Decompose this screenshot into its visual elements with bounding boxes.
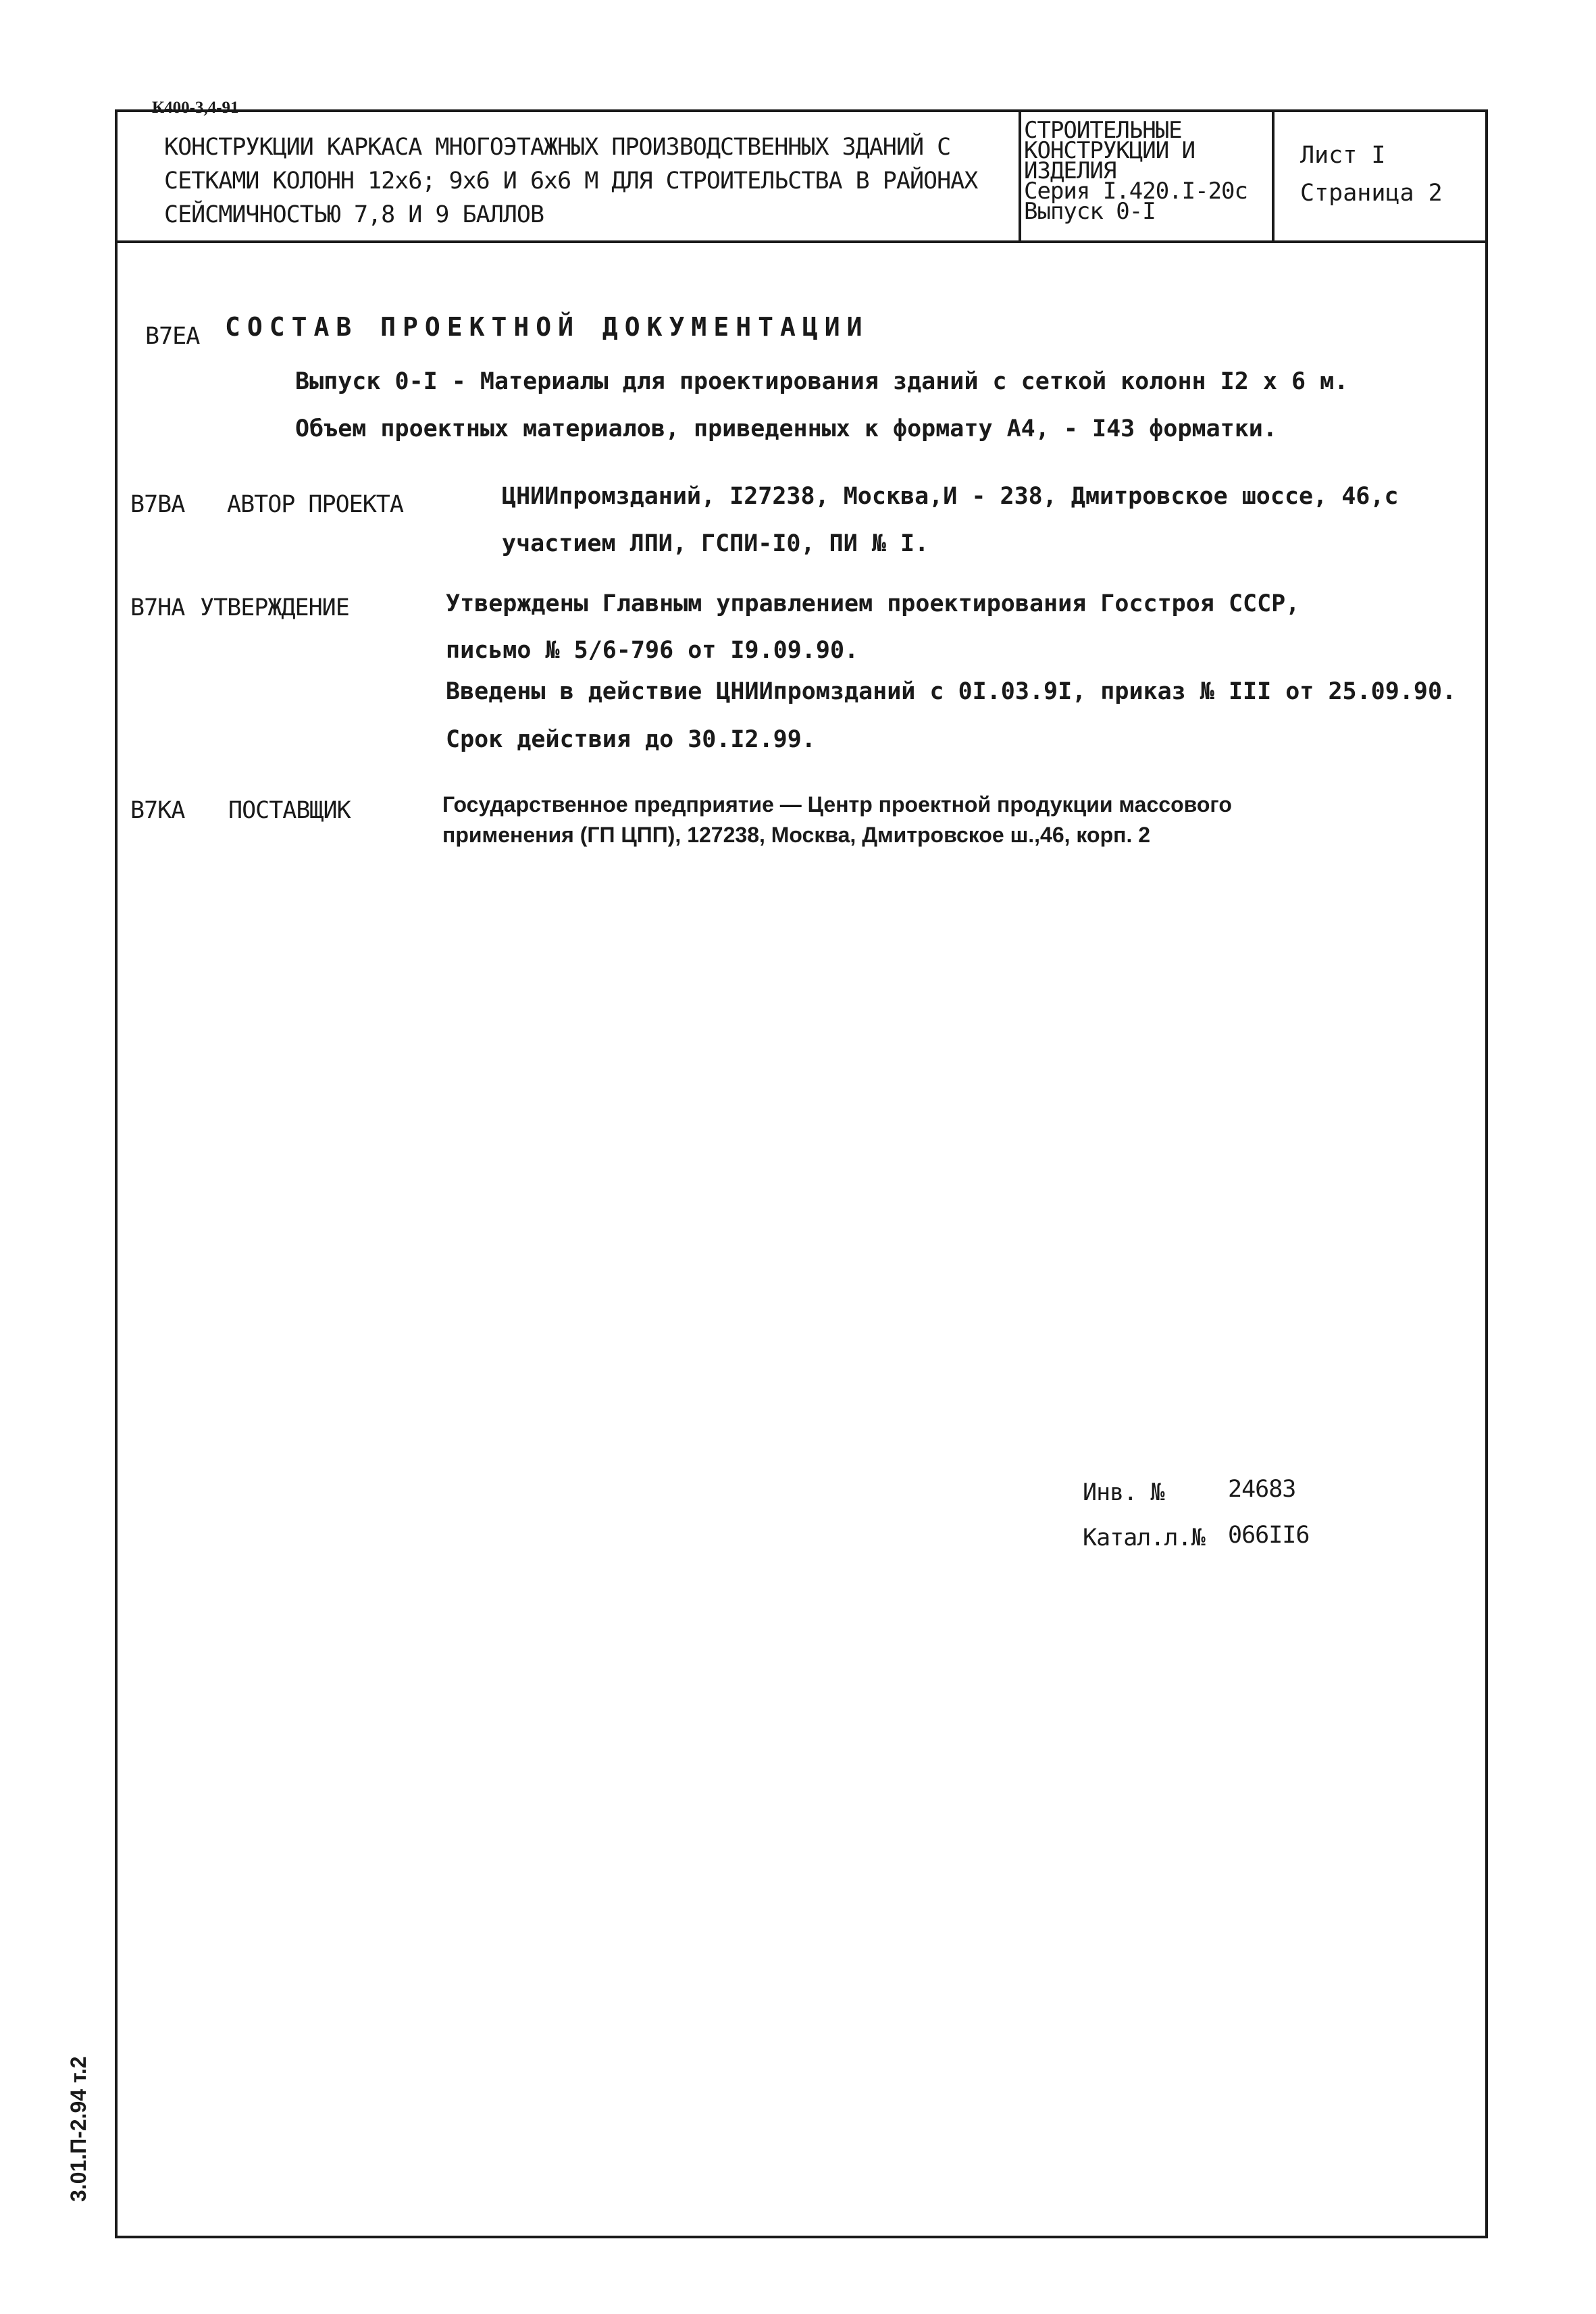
sheet-block (1300, 136, 1443, 212)
issue-line: Выпуск 0-I - Материалы для проектирования зданий с сеткой колонн I2 х 6 м. (295, 368, 1349, 395)
supplier-line-1: Государственное предприятие — Центр проектной продукции массового (442, 792, 1232, 817)
approval-code: В7НА (130, 594, 185, 621)
side-stamp-code: 3.01.П-2.94 т.2 (66, 2056, 91, 2202)
supplier-label: ПОСТАВЩИК (228, 797, 351, 824)
series-line-4: Серия I.420.I-20с (1024, 178, 1247, 205)
page-number: Страница 2 (1300, 180, 1443, 207)
catalog-number: 066II6 (1228, 1522, 1310, 1549)
title-line-2: СЕТКАМИ КОЛОНН 12х6; 9х6 И 6х6 М ДЛЯ СТРОИТЕЛЬСТВА В РАЙОНАХ (164, 168, 978, 195)
series-line-5: Выпуск 0-I (1024, 198, 1156, 225)
series-line-2: КОНСТРУКЦИИ И (1024, 137, 1195, 164)
volume-line: Объем проектных материалов, приведенных к формату А4, - I43 форматки. (295, 415, 1277, 442)
approval-line-1: Утверждены Главным управлением проектирования Госстроя СССР, (446, 590, 1300, 617)
inventory-label: Инв. № (1083, 1479, 1164, 1506)
header-separator-1 (1019, 109, 1021, 242)
approval-line-2: письмо № 5/6-796 от I9.09.90. (446, 637, 859, 664)
series-block (1024, 117, 1247, 225)
document-code: К400-3,4-91 (152, 99, 239, 117)
inventory-number: 24683 (1228, 1476, 1296, 1503)
catalog-label: Катал.л.№ (1083, 1524, 1205, 1551)
approval-line-3: Введены в действие ЦНИИпромзданий с 0I.03.9I, приказ № III от 25.09.90. (446, 678, 1457, 705)
author-line-2: участием ЛПИ, ГСПИ-I0, ПИ № I. (502, 530, 929, 557)
section-code: В7ЕА (145, 323, 200, 350)
header-separator-2 (1272, 109, 1275, 242)
author-code: В7ВА (130, 491, 185, 518)
series-line-1: СТРОИТЕЛЬНЫЕ (1024, 117, 1182, 144)
section-heading: СОСТАВ ПРОЕКТНОЙ ДОКУМЕНТАЦИИ (225, 312, 869, 342)
series-line-3: ИЗДЕЛИЯ (1024, 157, 1116, 184)
header-divider (115, 240, 1488, 243)
header-title (164, 130, 977, 232)
approval-label: УТВЕРЖДЕНИЕ (200, 594, 349, 621)
title-line-1: КОНСТРУКЦИИ КАРКАСА МНОГОЭТАЖНЫХ ПРОИЗВОДСТВЕННЫХ ЗДАНИЙ С (164, 134, 951, 161)
author-line-1: ЦНИИпромзданий, I27238, Москва,И - 238, Дмитровское шоссе, 46,с (502, 483, 1399, 510)
author-label: АВТОР ПРОЕКТА (227, 491, 403, 518)
supplier-code: В7КА (130, 797, 185, 824)
title-line-3: СЕЙСМИЧНОСТЬЮ 7,8 И 9 БАЛЛОВ (164, 201, 544, 228)
approval-line-4: Срок действия до 30.I2.99. (446, 726, 816, 753)
supplier-line-2: применения (ГП ЦПП), 127238, Москва, Дмитровское ш.,46, корп. 2 (442, 823, 1151, 847)
sheet-number: Лист I (1300, 142, 1386, 169)
